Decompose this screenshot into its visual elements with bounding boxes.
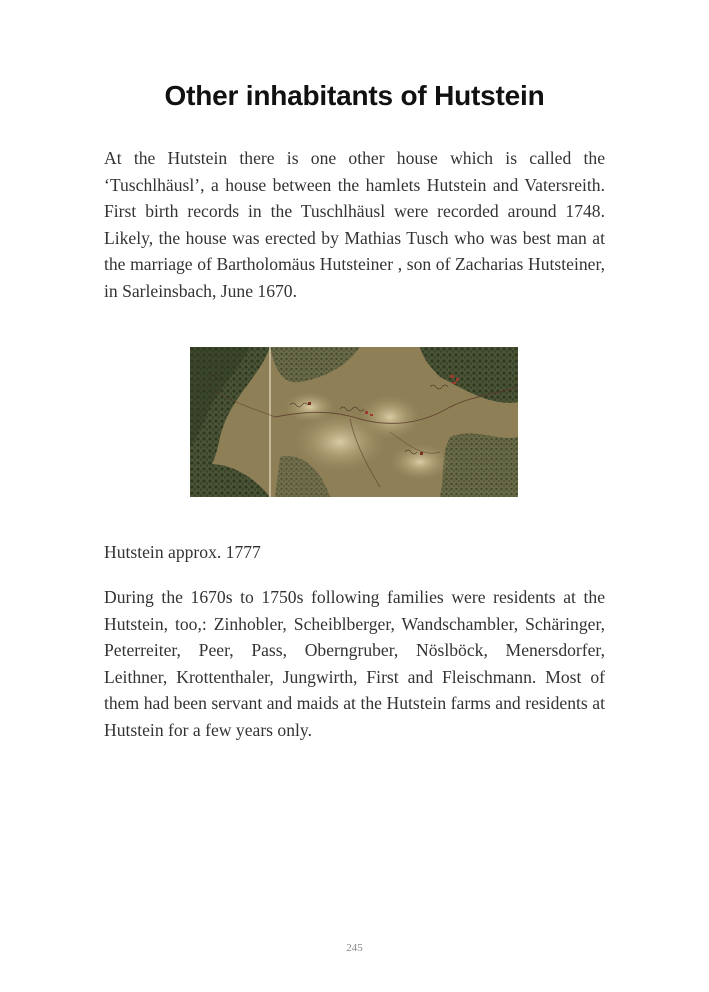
page-title: Other inhabitants of Hutstein: [164, 80, 545, 111]
body-paragraph-2: During the 1670s to 1750s following families were residents at the Hutstein, too,: Zinhobler, Scheiblberger, Wandschambler, Schäringer, Peterreiter, Peer, Pass, Oberngruber, Nöslböck, Menersdorfer, Leithner, Krottenthaler, Jungwirth, First and Fleischmann. Most of them had been servant and maids at the Hutstein farms and residents at Hutstein for a few years only.: [104, 587, 605, 740]
historical-map-image: [190, 347, 518, 497]
body-paragraph-1: At the Hutstein there is one other house which is called the ‘Tuschlhäusl’, a house between the hamlets Hutstein and Vatersreith. First birth records in the Tuschlhäusl were recorded around 1748. Likely, the house was erected by Mathias Tusch who was best man at the marriage of Bartholomäus Hutsteiner , son of Zacharias Hutsteiner, in Sarleinsbach, June 1670.: [104, 148, 605, 301]
page-number: 245: [346, 942, 363, 954]
figure-caption: Hutstein approx. 1777: [104, 542, 261, 562]
